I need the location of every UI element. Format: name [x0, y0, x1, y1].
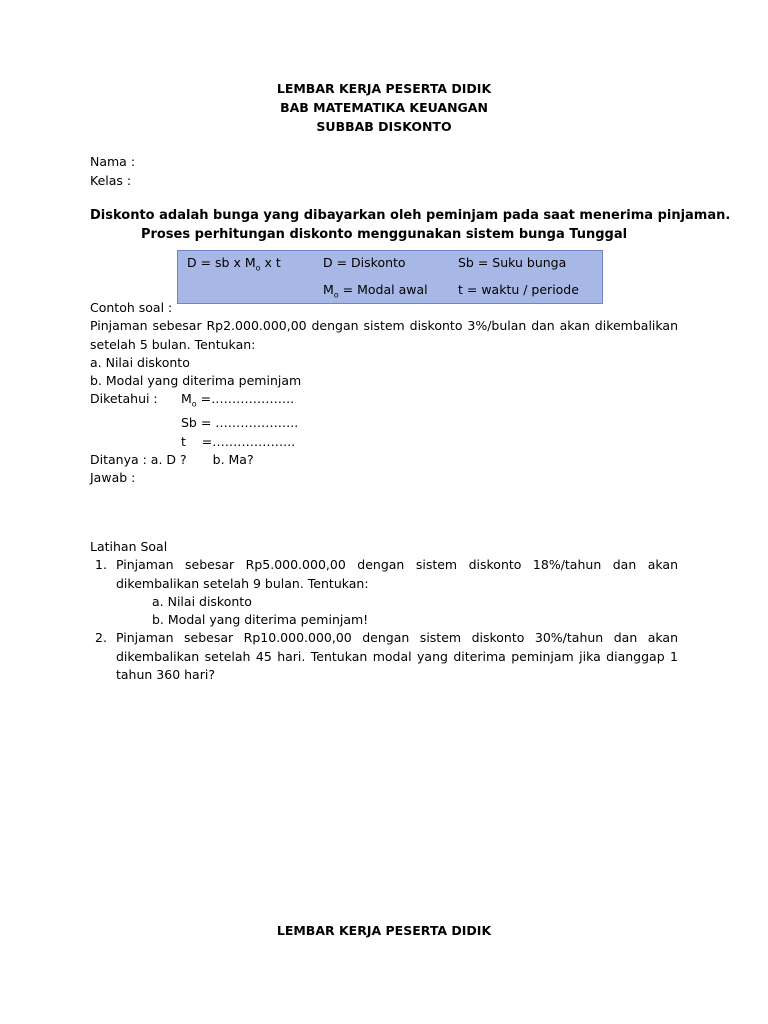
example-problem: Pinjaman sebesar Rp2.000.000,00 dengan sistem diskonto 3%/bulan dan akan dikembalikan setelah 5 bulan. Tentukan: [90, 318, 678, 352]
exercise-text: Pinjaman sebesar Rp5.000.000,00 dengan sistem diskonto 18%/tahun dan akan dikembalikan setelah 9 bulan. Tentukan: [116, 557, 678, 591]
header-title: LEMBAR KERJA PESERTA DIDIK [276, 81, 492, 96]
known-label: Diketahui : [90, 391, 158, 407]
definition-subtext: Proses perhitungan diskonto menggunakan sistem bunga Tunggal [140, 227, 628, 242]
known-row-3 [90, 433, 678, 451]
header-chapter: BAB MATEMATIKA KEUANGAN [280, 100, 488, 115]
name-label: Nama : [90, 154, 136, 169]
definition-text: Diskonto adalah bunga yang dibayarkan oleh peminjam pada saat menerima pinjaman. [90, 208, 731, 223]
formula-d-definition: D = Diskonto [323, 255, 406, 270]
exercise-subitem-a: a. Nilai diskonto [152, 593, 252, 609]
formula-main: D = sb x $M_o$ x t [187, 255, 281, 273]
example-heading: Contoh soal : [90, 300, 173, 315]
exercise-heading: Latihan Soal [90, 539, 168, 554]
asked-row [90, 451, 678, 469]
exercise-number: 2. [95, 630, 107, 646]
exercise-item-2 [90, 629, 678, 684]
known-t: t =……………….. [181, 433, 296, 449]
formula-sb-definition: Sb = Suku bunga [458, 255, 567, 270]
worksheet-header [90, 79, 678, 136]
exercise-item-1 [90, 556, 678, 629]
asked-a: Ditanya : a. D ? [90, 451, 187, 467]
known-row-2 [90, 414, 678, 432]
example-question-b: b. Modal yang diterima peminjam [90, 373, 302, 389]
known-sb: Sb = ……………….. [181, 415, 299, 431]
formula-mo-definition: $M_o$ = Modal awal [323, 282, 428, 300]
header-subchapter: SUBBAB DISKONTO [316, 119, 452, 134]
exercise-section [90, 538, 678, 684]
formula-box [177, 250, 603, 304]
example-question-a: a. Nilai diskonto [90, 354, 190, 370]
definition-block [90, 206, 731, 244]
answer-label: Jawab : [90, 470, 136, 486]
known-mo: $M_o$ =……………….. [181, 391, 295, 409]
known-row-1 [90, 390, 678, 414]
exercise-subitem-b: b. Modal yang diterima peminjam! [152, 612, 369, 628]
exercise-text: Pinjaman sebesar Rp10.000.000,00 dengan sistem diskonto 30%/tahun dan akan dikembalikan setelah 45 hari. Tentukan modal yang diterima peminjam jika dianggap 1 tahun 360 hari? [116, 630, 678, 683]
example-section [90, 299, 678, 487]
asked-b: b. Ma? [212, 451, 254, 467]
next-page-title: LEMBAR KERJA PESERTA DIDIK [276, 923, 492, 938]
exercise-number: 1. [95, 557, 107, 573]
class-label: Kelas : [90, 173, 132, 188]
student-identity [90, 152, 135, 190]
formula-t-definition: t = waktu / periode [458, 282, 579, 297]
